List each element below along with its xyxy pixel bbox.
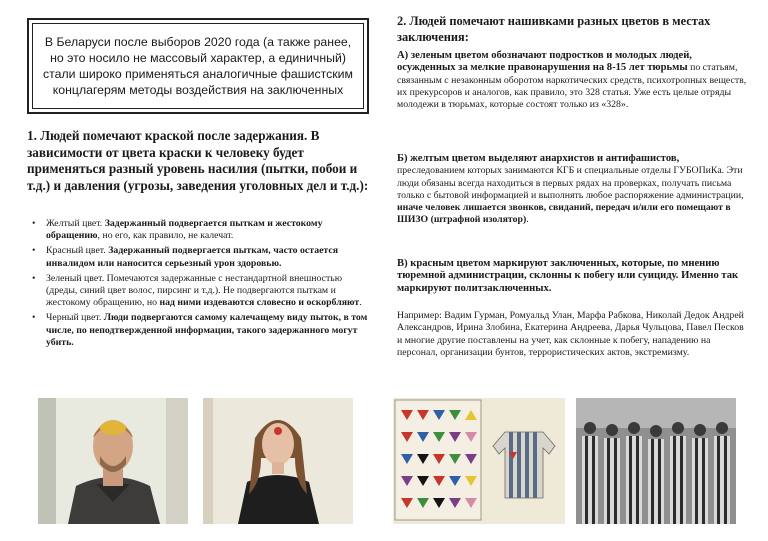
- paragraph-red: В) красным цветом маркируют заключенных, которые, по мнению тюремной администрации, склонны к побегу или суициду. Именно так маркируют политзаключенных.: [397, 258, 739, 294]
- list-item: • Красный цвет. Задержанный подвергается пыткам, часто остается инвалидом или наносится серьезный урон здоровью.: [30, 245, 370, 269]
- section1-title: 1. Людей помечают краской после задержания. В зависимости от цвета краски к человеку будет применяться разный уровень насилия (пытки, побои и т.д.) и давления (угрозы, заведения уголовных дел и т.д.):: [27, 128, 369, 193]
- detained-man-illustration: [38, 398, 188, 524]
- header-text: В Беларуси после выборов 2020 года (а также ранее, но это носило не массовый характер, а единичный) стали широко применяться аналогичные фашистским концлагерям методы воздействия на заключенных: [32, 23, 364, 109]
- paragraph-examples: Например: Вадим Гурман, Ромуальд Улан, Марфа Рабкова, Николай Дедок Андрей Александров, Ирина Злобина, Екатерина Андреева, Дарья Чульцова, Павел Песков и многие другие поставлены на учет, как склонные к побегу, нападению на персонал, организации бунтов, террористических актов, экстремизму.: [397, 310, 744, 358]
- detained-woman-illustration: [203, 398, 353, 524]
- photo-prisoners: [576, 398, 736, 524]
- paragraph-green: А) зеленым цветом обозначают подростков и молодых людей, осужденных за мелкие правонарушения на 8-15 лет тюрьмы по статьям, связанным с незаконным оборотом наркотических средств, психотропных веществ, их прекурсоров и аналогов, как правило, это 328 статья. Уже есть целые отряды молодежи в тюрьмах, которые состоят только из «328».: [397, 50, 747, 111]
- list-item: • Зеленый цвет. Помечаются задержанные с нестандартной внешностью (дреды, синий цвет волос, пирсинг и т.д.). Не подвергаются пыткам и жестокому обращению, но над ними издеваются словесно и оскорбляют.: [30, 273, 370, 310]
- section2-title: 2. Людей помечают нашивками разных цветов в местах заключения:: [397, 14, 711, 44]
- list-item: • Желтый цвет. Задержанный подвергается пыткам и жестокому обращению, но его, как правило, не калечат.: [30, 218, 370, 242]
- photo-detained-man: [38, 398, 188, 524]
- prisoners-illustration: [576, 398, 736, 524]
- header-box: [27, 18, 369, 114]
- badge-chart-illustration: [393, 398, 565, 524]
- paragraph-yellow: Б) желтым цветом выделяют анархистов и антифашистов, преследованием которых занимаются КГБ и специальные отделы ГУБОПиКа. Эти люди обязаны всегда находиться в первых рядах на проверках, получать письма только с бытовой информацией и выполнять любое распоряжение администрации, иначе человек лишается звонков, свиданий, передач и/или его помещают в ШИЗО (штрафной изолятор).: [397, 153, 744, 226]
- paint-color-list: [30, 218, 370, 352]
- list-item: • Черный цвет. Люди подвергаются самому калечащему виду пыток, в том числе, по неподтвержденной информации, такого задержанного могут убить.: [30, 312, 370, 349]
- photo-badge-chart: [393, 398, 565, 524]
- photo-detained-woman: [203, 398, 353, 524]
